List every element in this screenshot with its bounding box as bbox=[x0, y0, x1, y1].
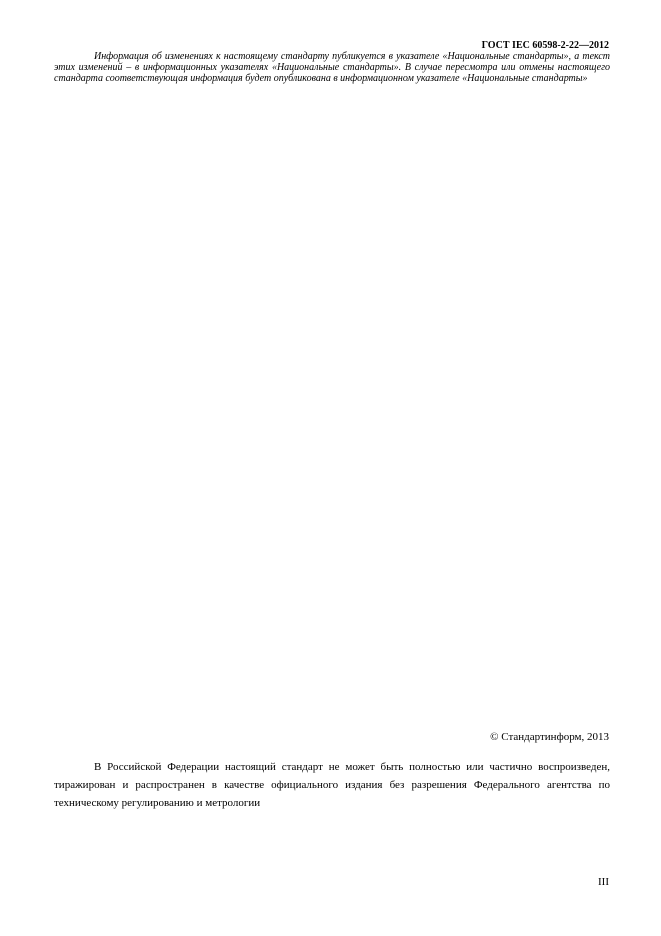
reproduction-restriction-notice: В Российской Федерации настоящий стандарт не может быть полностью или частично воспроизведен, тиражирован и распространен в качестве официального издания без разрешения Федерального агентства по техническому регулированию и метрологии bbox=[54, 761, 610, 809]
page-number: III bbox=[598, 876, 609, 888]
amendments-info-note: Информация об изменениях к настоящему стандарту публикуется в указателе «Национальные стандарты», а текст этих изменений – в информационных указателях «Национальные стандарты». В случае пересмотра или отмены настоящего стандарта соответствующая информация будет опубликована в информационном указателе «Национальные стандарты» bbox=[54, 51, 610, 84]
copyright-line: © Стандартинформ, 2013 bbox=[490, 731, 609, 743]
standard-code-header: ГОСТ IEC 60598-2-22—2012 bbox=[481, 40, 609, 51]
